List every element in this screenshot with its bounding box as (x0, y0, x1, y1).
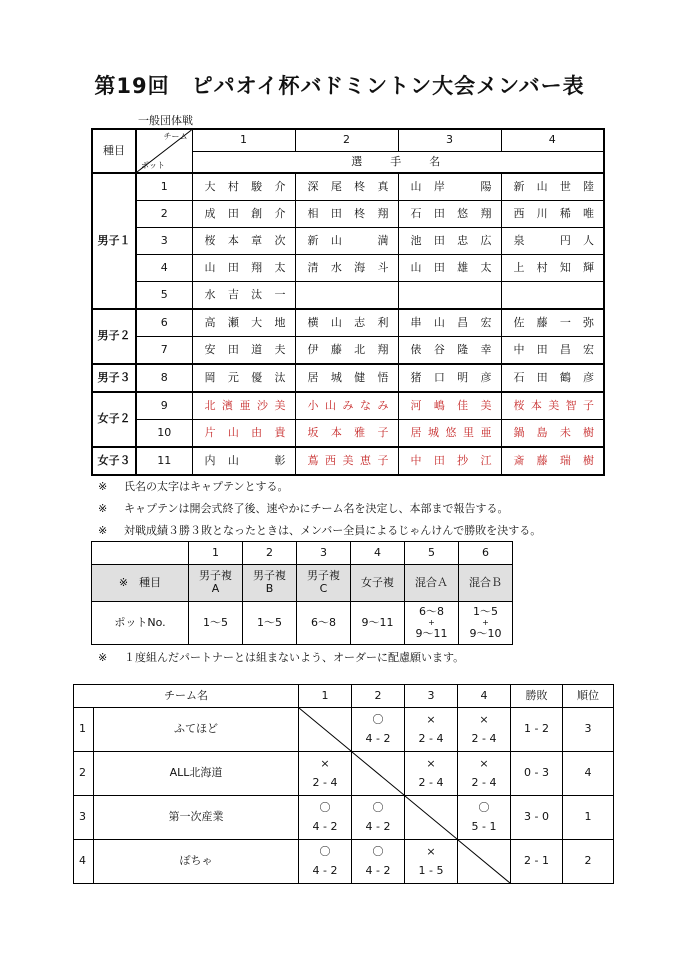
results-match-cell (405, 708, 458, 752)
order-event-line: B (265, 582, 274, 595)
player-name: 串山昌宏 (398, 309, 501, 337)
results-match-cell (405, 752, 458, 796)
match-mark: × (479, 756, 489, 770)
results-row (74, 708, 614, 752)
results-row (74, 840, 614, 884)
page-title: 第19回 ピパオイ杯バドミントン大会メンバー表 (94, 74, 585, 98)
match-mark: × (426, 844, 436, 858)
event-cell: 男子３ (92, 364, 136, 392)
note-line (98, 478, 288, 494)
order-pot-line: 9〜10 (469, 626, 502, 640)
results-header-0: 1 (299, 685, 352, 708)
self-diagonal (299, 708, 351, 751)
note-text: 対戦成績３勝３敗となったときは、メンバー全員によるじゃんけんで勝敗を決する。 (124, 524, 542, 537)
match-mark: × (426, 756, 436, 770)
order-number: 3 (297, 542, 351, 565)
results-match-cell (352, 840, 405, 884)
self-diagonal (458, 840, 510, 883)
roster-row (92, 201, 604, 228)
roster-row (92, 228, 604, 255)
roster-table (91, 128, 605, 476)
roster-header-row (92, 129, 604, 152)
match-score: 4 - 2 (365, 863, 391, 877)
match-mark: 〇 (372, 800, 384, 814)
player-name: 片山由貴 (192, 420, 295, 448)
order-pot (297, 602, 351, 645)
player-name: 泉 円人 (501, 228, 604, 255)
order-pot (243, 602, 297, 645)
results-team-name: ALL北海道 (94, 752, 299, 796)
results-team-name: 第一次産業 (94, 796, 299, 840)
results-rank: 1 (563, 796, 614, 840)
note-mark: ※ (98, 480, 108, 493)
roster-row (92, 337, 604, 365)
order-note: ※ １度組んだパートナーとは組まないよう、オーダーに配慮願います。 (98, 651, 465, 664)
player-name: 成田創介 (192, 201, 295, 228)
results-match-cell (299, 840, 352, 884)
order-pot-row (92, 602, 513, 645)
order-event-row (92, 565, 513, 602)
order-pot-line: 9〜11 (415, 626, 448, 640)
roster-row (92, 255, 604, 282)
match-mark: × (479, 712, 489, 726)
player-name: 佐藤一弥 (501, 309, 604, 337)
results-team-name: ふてほど (94, 708, 299, 752)
order-number: 1 (189, 542, 243, 565)
order-pot-label: ポットNo. (92, 602, 189, 645)
match-score: 2 - 4 (418, 775, 444, 789)
event-cell: 女子２ (92, 392, 136, 447)
roster-row (92, 420, 604, 448)
match-score: 4 - 2 (312, 819, 338, 833)
team-number-2: 2 (295, 129, 398, 152)
player-name: 俵谷隆幸 (398, 337, 501, 365)
results-header-4: 勝敗 (511, 685, 563, 708)
order-event-line: 男子複 (199, 569, 232, 583)
player-name: 新山 満 (295, 228, 398, 255)
match-score: 2 - 4 (312, 775, 338, 789)
player-name: 山田雄太 (398, 255, 501, 282)
order-table (91, 541, 513, 645)
player-name: 山田翔太 (192, 255, 295, 282)
order-event-line: 混合Ａ (415, 575, 448, 589)
order-number-row (92, 542, 513, 565)
order-event (459, 565, 513, 602)
results-rank: 4 (563, 752, 614, 796)
order-event-line: 男子複 (253, 569, 286, 583)
team-pot-corner (136, 129, 192, 173)
results-rank: 2 (563, 840, 614, 884)
note-line (98, 500, 508, 516)
results-match-cell (299, 796, 352, 840)
player-name: 鍋島未樹 (501, 420, 604, 448)
player-name: 内山 彰 (192, 447, 295, 475)
order-event (405, 565, 459, 602)
order-pot (351, 602, 405, 645)
order-event (297, 565, 351, 602)
team-number-4: 4 (501, 129, 604, 152)
player-name: 安田道夫 (192, 337, 295, 365)
note-mark: ※ (98, 502, 108, 515)
self-diagonal (405, 796, 457, 839)
pot-cell: 9 (136, 392, 192, 420)
results-header-5: 順位 (563, 685, 614, 708)
order-pot-line: + (428, 618, 435, 628)
results-row-number: 4 (74, 840, 94, 884)
player-name: 石田鶴彦 (501, 364, 604, 392)
pot-cell: 11 (136, 447, 192, 475)
order-event (189, 565, 243, 602)
pot-cell: 1 (136, 173, 192, 201)
event-header: 種目 (92, 129, 136, 173)
results-row (74, 752, 614, 796)
order-pot-line: 6〜8 (311, 615, 336, 629)
player-name: 西川稀唯 (501, 201, 604, 228)
results-header-1: 2 (352, 685, 405, 708)
event-cell: 男子１ (92, 173, 136, 309)
pot-cell: 3 (136, 228, 192, 255)
order-pot-line: + (482, 618, 489, 628)
results-self-cell (299, 708, 352, 752)
order-pot (405, 602, 459, 645)
match-mark: 〇 (372, 844, 384, 858)
pot-cell: 8 (136, 364, 192, 392)
results-match-cell (352, 796, 405, 840)
results-match-cell (458, 796, 511, 840)
order-blank-cell (92, 542, 189, 565)
order-event-line: 混合Ｂ (469, 575, 502, 589)
match-score: 4 - 2 (365, 731, 391, 745)
match-score: 2 - 4 (471, 731, 497, 745)
player-name: 水吉汰一 (192, 282, 295, 310)
corner-pot-label: ポット (141, 160, 165, 170)
pot-cell: 6 (136, 309, 192, 337)
results-match-cell (299, 752, 352, 796)
results-table (73, 684, 614, 884)
roster-row (92, 447, 604, 475)
results-match-cell (405, 840, 458, 884)
player-name (295, 282, 398, 310)
player-name: 高瀬大地 (192, 309, 295, 337)
note-text: 氏名の太字はキャプテンとする。 (124, 480, 289, 493)
order-pot-line: 1〜5 (203, 615, 228, 629)
note-text: キャプテンは開会式終了後、速やかにチーム名を決定し、本部まで報告する。 (124, 502, 509, 515)
results-record: 1 - 2 (511, 708, 563, 752)
order-pot-line: 6〜8 (419, 604, 444, 618)
roster-row (92, 309, 604, 337)
player-name: 上村知輝 (501, 255, 604, 282)
pot-cell: 5 (136, 282, 192, 310)
order-pot-line: 1〜5 (473, 604, 498, 618)
results-rank: 3 (563, 708, 614, 752)
match-mark: × (320, 756, 330, 770)
team-number-3: 3 (398, 129, 501, 152)
player-name: 伊藤北翔 (295, 337, 398, 365)
results-self-cell (458, 840, 511, 884)
pot-cell: 7 (136, 337, 192, 365)
results-self-cell (352, 752, 405, 796)
order-event (351, 565, 405, 602)
results-record: 0 - 3 (511, 752, 563, 796)
match-mark: 〇 (478, 800, 490, 814)
player-name: 斎藤瑞樹 (501, 447, 604, 475)
player-name: 深尾柊真 (295, 173, 398, 201)
order-number: 2 (243, 542, 297, 565)
match-score: 5 - 1 (471, 819, 497, 833)
player-name: 猪口明彦 (398, 364, 501, 392)
roster-row (92, 392, 604, 420)
player-name: 清水海斗 (295, 255, 398, 282)
results-row-number: 1 (74, 708, 94, 752)
team-number-1: 1 (192, 129, 295, 152)
player-name: 蔦西美恵子 (295, 447, 398, 475)
player-name (501, 282, 604, 310)
order-event-line: A (211, 582, 220, 595)
match-score: 2 - 4 (418, 731, 444, 745)
match-mark: × (426, 712, 436, 726)
player-name: 山岸 陽 (398, 173, 501, 201)
note-mark: ※ (98, 524, 108, 537)
note-line (98, 522, 541, 538)
match-score: 4 - 2 (312, 863, 338, 877)
player-name-header: 選手名 (192, 152, 604, 174)
roster-row (92, 364, 604, 392)
results-match-cell (458, 708, 511, 752)
results-record: 3 - 0 (511, 796, 563, 840)
order-event-label: ※ 種目 (92, 565, 189, 602)
event-cell: 男子２ (92, 309, 136, 364)
match-score: 1 - 5 (418, 863, 444, 877)
player-name: 新山世陸 (501, 173, 604, 201)
match-mark: 〇 (319, 844, 331, 858)
player-name: 中田昌宏 (501, 337, 604, 365)
results-row-number: 3 (74, 796, 94, 840)
player-name: 小山みなみ (295, 392, 398, 420)
order-event (243, 565, 297, 602)
roster-row (92, 173, 604, 201)
player-name: 桜本章次 (192, 228, 295, 255)
order-pot (459, 602, 513, 645)
player-name: 岡元優汰 (192, 364, 295, 392)
player-name: 桜本美智子 (501, 392, 604, 420)
results-match-cell (458, 752, 511, 796)
match-mark: 〇 (319, 800, 331, 814)
player-name: 大村駿介 (192, 173, 295, 201)
player-name: 河嶋佳美 (398, 392, 501, 420)
player-name: 相田柊翔 (295, 201, 398, 228)
player-name: 中田抄江 (398, 447, 501, 475)
corner-team-label: チーム (163, 132, 188, 141)
order-number: 6 (459, 542, 513, 565)
match-mark: 〇 (372, 712, 384, 726)
order-number: 5 (405, 542, 459, 565)
order-pot-line: 1〜5 (257, 615, 282, 629)
player-name: 居城健悟 (295, 364, 398, 392)
order-event-line: 女子複 (361, 575, 394, 589)
results-record: 2 - 1 (511, 840, 563, 884)
player-name: 石田悠翔 (398, 201, 501, 228)
match-score: 2 - 4 (471, 775, 497, 789)
player-name (398, 282, 501, 310)
roster-row (92, 282, 604, 310)
player-name: 居城悠里亜 (398, 420, 501, 448)
results-row (74, 796, 614, 840)
results-header-3: 4 (458, 685, 511, 708)
order-event-line: C (319, 582, 328, 595)
division-label: 一般団体戦 (138, 114, 193, 127)
pot-cell: 2 (136, 201, 192, 228)
results-row-number: 2 (74, 752, 94, 796)
results-team-header: チーム名 (74, 685, 299, 708)
results-self-cell (405, 796, 458, 840)
order-pot-line: 9〜11 (361, 615, 394, 629)
player-name: 池田忠広 (398, 228, 501, 255)
player-name: 坂本雅子 (295, 420, 398, 448)
player-name: 横山志利 (295, 309, 398, 337)
results-header-2: 3 (405, 685, 458, 708)
self-diagonal (352, 752, 404, 795)
pot-cell: 4 (136, 255, 192, 282)
match-score: 4 - 2 (365, 819, 391, 833)
pot-cell: 10 (136, 420, 192, 448)
results-team-name: ぽちゃ (94, 840, 299, 884)
player-name: 北濱亜沙美 (192, 392, 295, 420)
results-match-cell (352, 708, 405, 752)
event-cell: 女子３ (92, 447, 136, 475)
order-number: 4 (351, 542, 405, 565)
order-pot (189, 602, 243, 645)
order-event-line: 男子複 (307, 569, 340, 583)
results-header-row (74, 685, 614, 708)
